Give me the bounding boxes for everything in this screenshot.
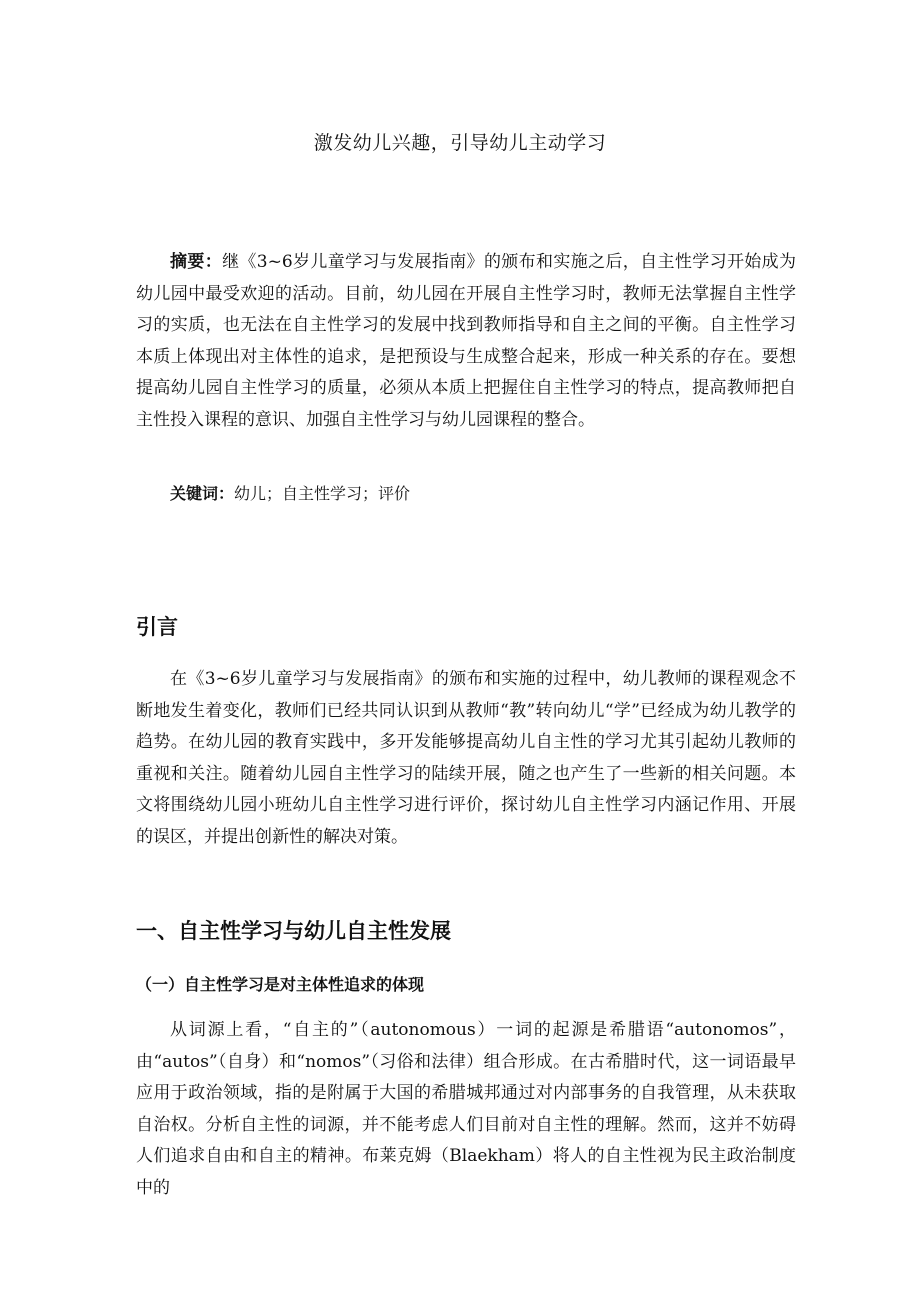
abstract-text: 继《3~6岁儿童学习与发展指南》的颁布和实施之后，自主性学习开始成为幼儿园中最受欢迎的活动。目前，幼儿园在开展自主性学习时，教师无法掌握自主性学习的实质，也无法在自主性学习的发展中找到教师指导和自主之间的平衡。自主性学习本质上体现出对主体性的追求，是把预设与生成整合起来，形成一种关系的存在。要想提高幼儿园自主性学习的质量，必须从本质上把握住自主性学习的特点，提高教师把自主性投入课程的意识、加强自主性学习与幼儿园课程的整合。 xyxy=(136,252,797,430)
intro-heading: 引言 xyxy=(136,615,178,639)
document-title: 激发幼儿兴趣，引导幼儿主动学习 xyxy=(313,132,607,154)
abstract-paragraph xyxy=(136,247,796,437)
section-1-heading: 一、自主性学习与幼儿自主性发展 xyxy=(136,919,451,943)
keywords-label: 关键词： xyxy=(170,484,235,503)
keywords-line xyxy=(170,481,410,504)
section-1-subheading: （一）自主性学习是对主体性追求的体现 xyxy=(136,975,425,994)
section-1-paragraph: 从词源上看，“自主的”（autonomous）一词的起源是希腊语“autonomos”，由“autos”（自身）和“nomos”（习俗和法律）组合形成。在古希腊时代，这一词语最早应用于政治领域，指的是附属于大国的希腊城邦通过对内部事务的自我管理，从未获取自治权。分析自主性的词源，并不能考虑人们目前对自主性的理解。然而，这并不妨碍人们追求自由和自主的精神。布莱克姆（Blaekham）将人的自主性视为民主政治制度中的 xyxy=(136,1020,796,1198)
intro-paragraph: 在《3~6岁儿童学习与发展指南》的颁布和实施的过程中，幼儿教师的课程观念不断地发生着变化，教师们已经共同认识到从教师“教”转向幼儿“学”已经成为幼儿教学的趋势。在幼儿园的教育实践中，多开发能够提高幼儿自主性的学习尤其引起幼儿教师的重视和关注。随着幼儿园自主性学习的陆续开展，随之也产生了一些新的相关问题。本文将围绕幼儿园小班幼儿自主性学习进行评价，探讨幼儿自主性学习内涵记作用、开展的误区，并提出创新性的解决对策。 xyxy=(136,669,796,847)
abstract-label: 摘要： xyxy=(170,252,223,272)
keywords-text: 幼儿；自主性学习；评价 xyxy=(234,484,411,503)
